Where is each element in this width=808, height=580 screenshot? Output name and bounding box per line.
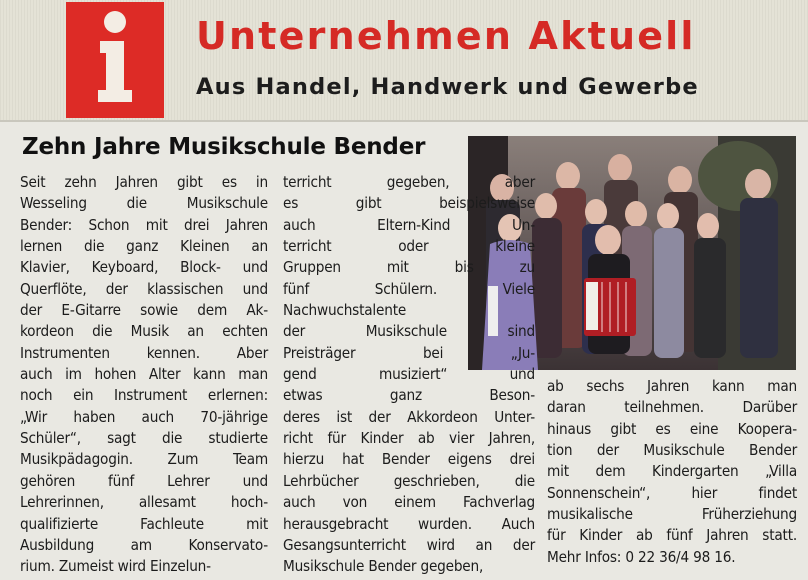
article-headline: Zehn Jahre Musikschule Bender [22, 134, 426, 160]
article-column-2 [283, 172, 535, 578]
section-subtitle: Aus Handel, Handwerk und Gewerbe [196, 74, 699, 100]
info-logo [66, 2, 164, 118]
article-text-line: tion der Musikschule Bender [547, 441, 797, 460]
article-text-line: Musikpädagogin. Zum Team [20, 450, 268, 469]
article-text-line: Lehrbücher geschrieben, die [283, 471, 535, 490]
article-text-line: ab sechs Jahren kann man [547, 377, 797, 395]
article-text-line: Querflöte, der klassischen und [20, 279, 268, 298]
article-text-line: Mehr Infos: 0 22 36/4 98 16. [547, 547, 736, 566]
article-text-line: Musikschule Bender gegeben, [283, 557, 484, 576]
article-text-line: gend musiziert“ und [283, 365, 535, 384]
article-text-line: Instrumenten kennen. Aber [20, 343, 268, 362]
article-text-line: deres ist der Akkordeon Unter- [283, 407, 535, 426]
article-text-line: gehören fünf Lehrer und [20, 471, 268, 490]
article-text-line: Seit zehn Jahren gibt es in [20, 173, 268, 191]
article-text-line: Wesseling die Musikschule [20, 194, 268, 213]
article-text-line: der Musikschule sind [283, 322, 535, 341]
article-text-line: Schüler“, sagt die studierte [20, 429, 268, 448]
article-column-1 [20, 172, 268, 578]
article-text-line: Ausbildung am Konservato- [20, 535, 268, 554]
article-text-line: lernen die ganz Kleinen an [20, 237, 268, 256]
article-text-line: hierzu hat Bender eigens drei [283, 450, 535, 469]
section-title: Unternehmen Aktuell [196, 14, 696, 58]
article-text-line: Preisträger bei „Ju- [283, 343, 535, 362]
info-icon [66, 2, 164, 118]
article-text-line: für Kinder ab fünf Jahren statt. [547, 526, 797, 545]
article-text-line: etwas ganz Beson- [283, 386, 535, 405]
article-column-3 [547, 376, 797, 568]
article-text-line: rium. Zumeist wird Einzelun- [20, 557, 211, 576]
article-text-line: daran teilnehmen. Darüber [547, 398, 797, 417]
article-text-line: hinaus gibt es eine Koopera- [547, 419, 797, 438]
article-text-line: qualifizierte Fachleute mit [20, 514, 268, 533]
article-text-line: terricht gegeben, aber [283, 173, 535, 191]
article-text-line: Gesangsunterricht wird an der [283, 535, 535, 554]
article-text-line: auch von einem Fachverlag [283, 493, 535, 512]
article-text-line: noch ein Instrument erlernen: [20, 386, 268, 405]
article-text-line: es gibt beispielsweise [283, 194, 535, 213]
article-text-line: richt für Kinder ab vier Jahren, [283, 429, 535, 448]
article-text-line: Klavier, Keyboard, Block- und [20, 258, 268, 277]
article-text-line: Bender: Schon mit drei Jahren [20, 215, 268, 234]
article-text-line: Lehrerinnen, allesamt hoch- [20, 493, 268, 512]
article-text-line: kordeon die Musik an echten [20, 322, 268, 341]
article-text-line: Sonnenschein“, hier findet [547, 483, 797, 502]
article-text-line: auch im hohen Alter kann man [20, 365, 268, 384]
article-text-line: terricht oder kleine [283, 237, 535, 256]
article-text-line: musikalische Früherziehung [547, 505, 797, 524]
article-text-line: auch Eltern-Kind Un- [283, 215, 535, 234]
article-text-line: „Wir haben auch 70-jährige [20, 407, 268, 426]
article-text-line: fünf Schülern. Viele [283, 279, 535, 298]
article-text-line: herausgebracht wurden. Auch [283, 514, 535, 533]
article-text-line: der E-Gitarre sowie dem Ak- [20, 301, 268, 320]
article-text-line: mit dem Kindergarten „Villa [547, 462, 797, 481]
header-divider [0, 120, 808, 122]
article-text-line: Gruppen mit bis zu [283, 258, 535, 277]
article-text-line: Nachwuchstalente [283, 301, 407, 320]
